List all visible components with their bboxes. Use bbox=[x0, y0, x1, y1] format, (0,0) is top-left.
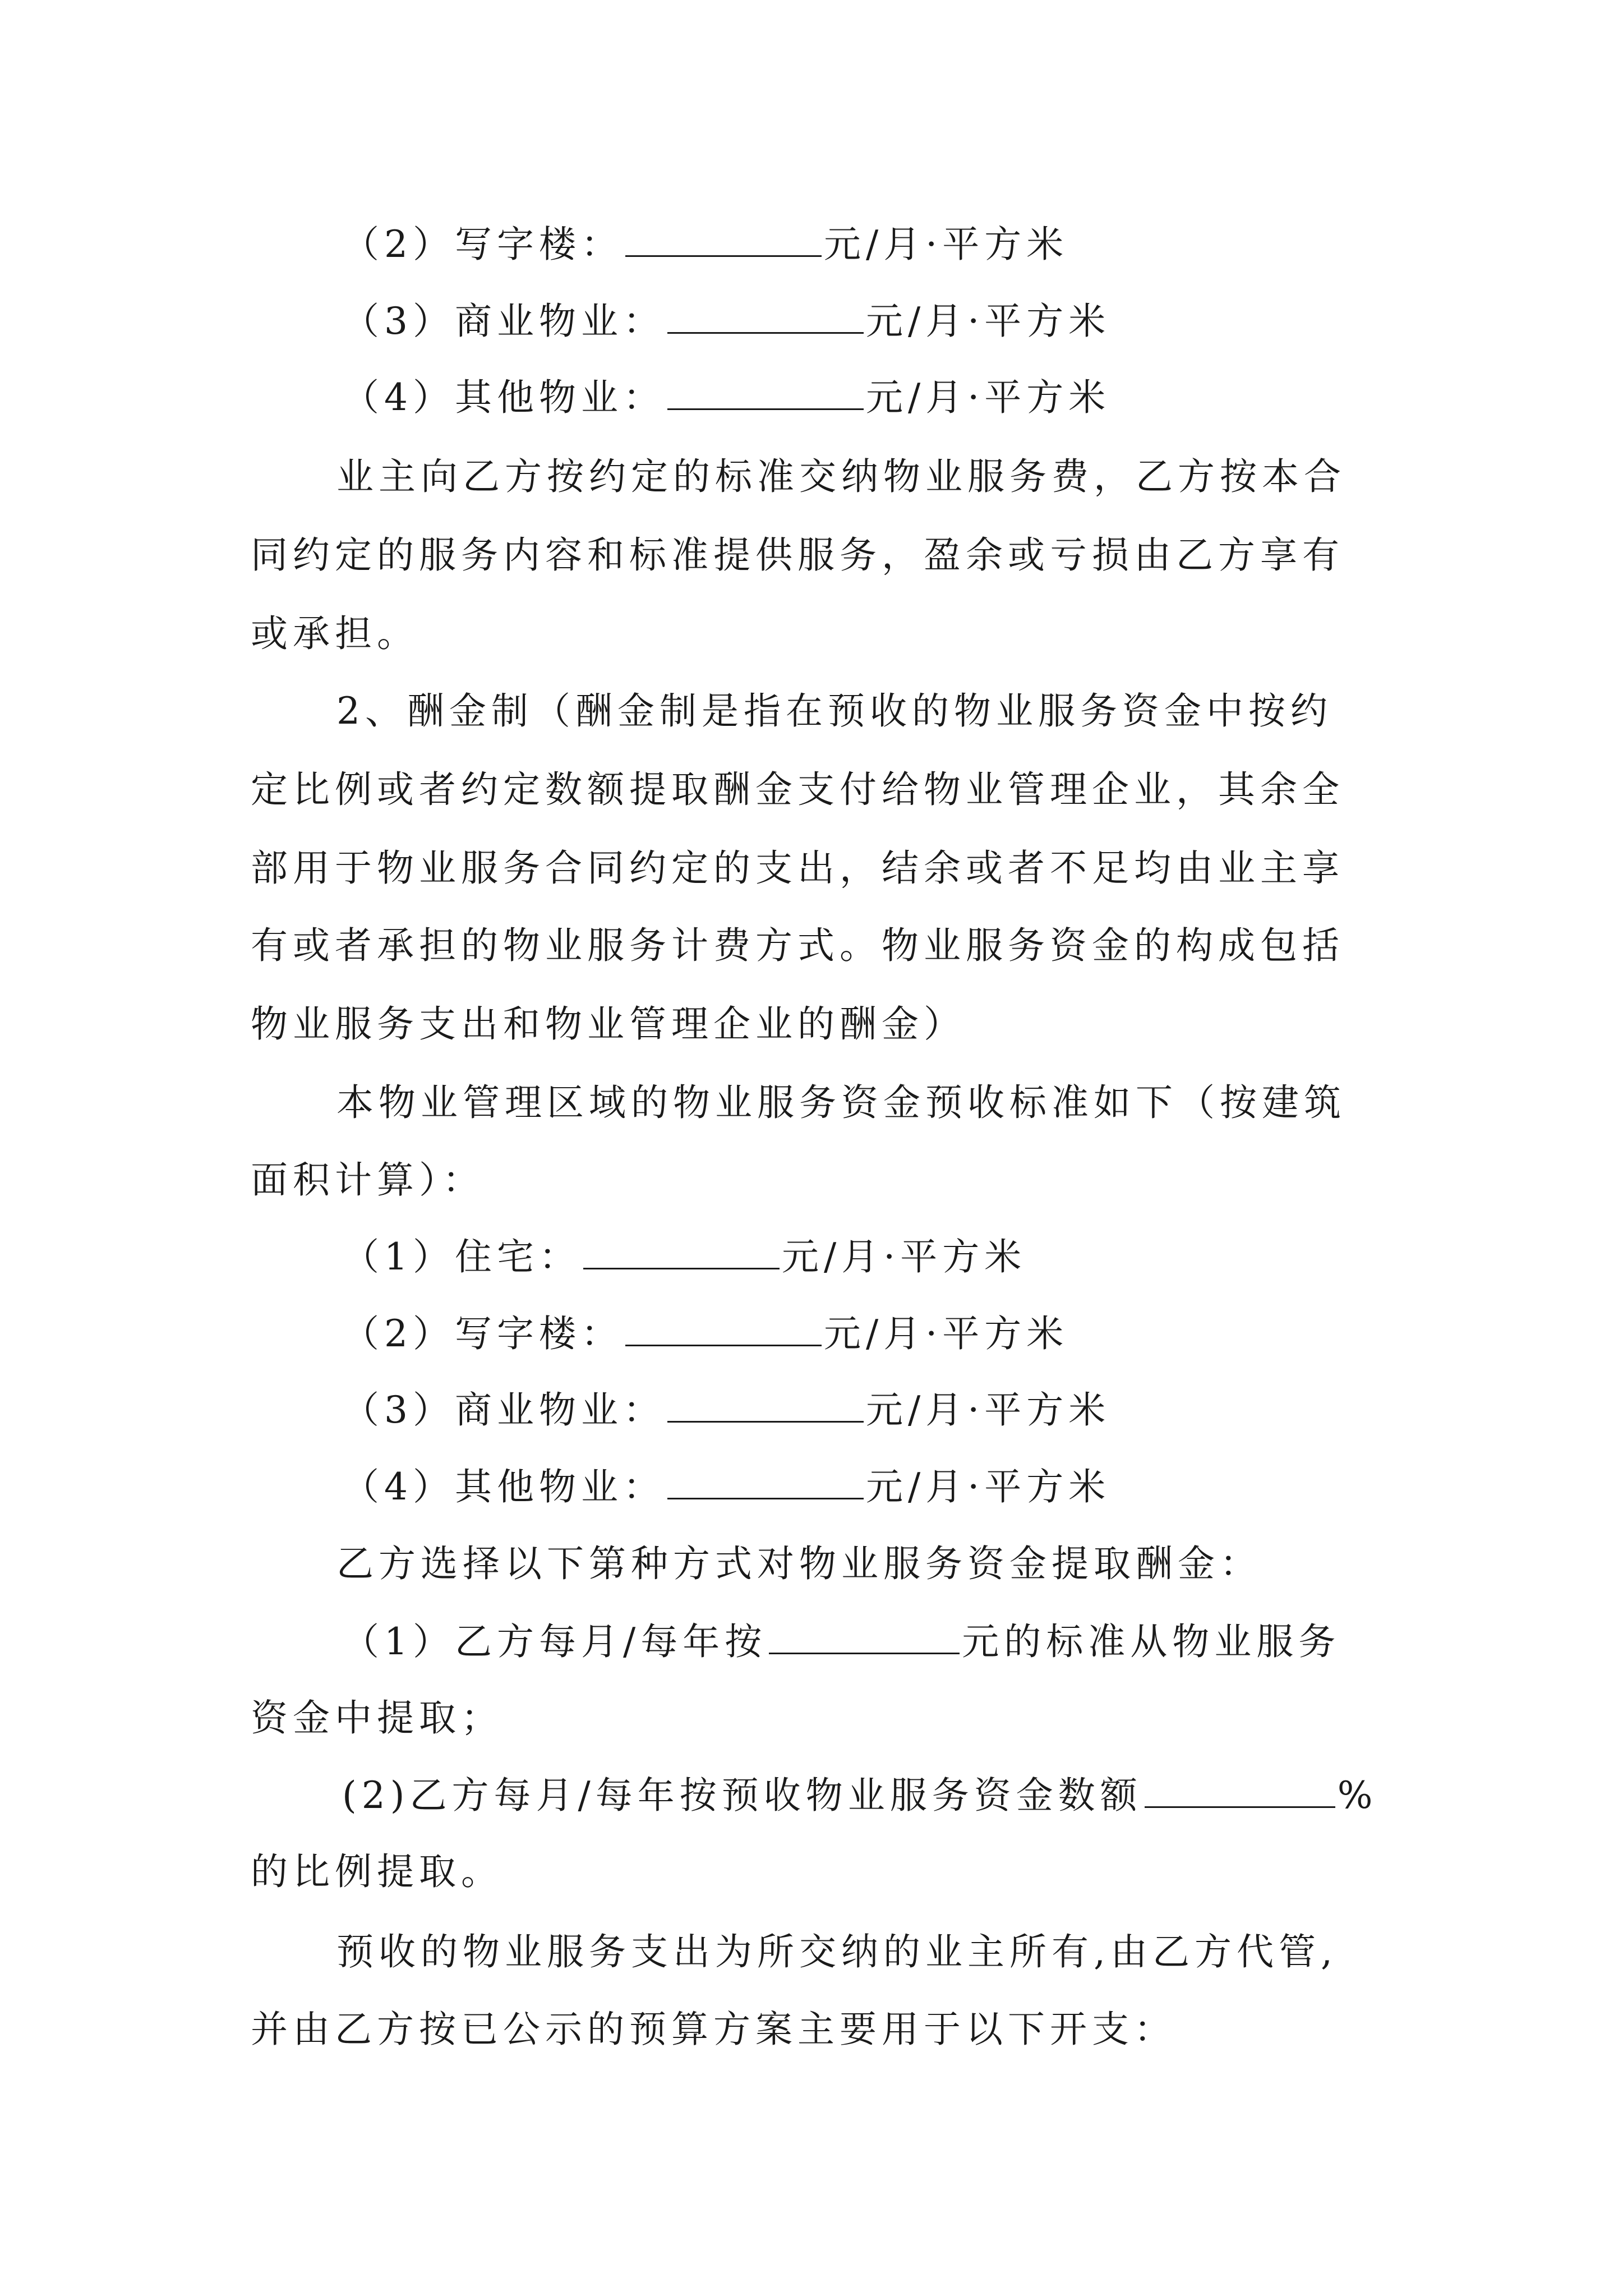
option-line bbox=[342, 1773, 1377, 1818]
fee-unit: 元/月·平方米 bbox=[824, 223, 1069, 266]
fee-label: （4）其他物业： bbox=[342, 376, 665, 419]
paragraph-line: 同约定的服务内容和标准提供服务，盈余或亏损由乙方享有 bbox=[251, 533, 1344, 577]
paragraph-line: 业主向乙方按约定的标准交纳物业服务费，乙方按本合 bbox=[336, 455, 1346, 498]
fill-blank[interactable] bbox=[667, 375, 864, 410]
fee-line-other bbox=[342, 375, 1110, 420]
paragraph-line: 物业服务支出和物业管理企业的酬金） bbox=[251, 1002, 966, 1046]
fee-unit: 元/月·平方米 bbox=[866, 300, 1111, 343]
paragraph-line: 或承担。 bbox=[251, 612, 419, 655]
option-text: % bbox=[1337, 1774, 1378, 1817]
fee-label: （1）住宅： bbox=[342, 1235, 581, 1278]
fee-line-other bbox=[342, 1464, 1110, 1510]
paragraph-line: 部用于物业服务合同约定的支出，结余或者不足均由业主享 bbox=[251, 846, 1344, 890]
fill-blank[interactable] bbox=[667, 1464, 864, 1499]
paragraph-line: 2、酬金制（酬金制是指在预收的物业服务资金中按约 bbox=[336, 689, 1332, 733]
paragraph-line: 本物业管理区域的物业服务资金预收标准如下（按建筑 bbox=[336, 1081, 1346, 1124]
fee-unit: 元/月·平方米 bbox=[866, 376, 1111, 419]
option-text: 元的标准从物业服务 bbox=[962, 1620, 1341, 1663]
fee-line-commercial bbox=[342, 298, 1110, 344]
fee-line-commercial bbox=[342, 1387, 1110, 1433]
fee-label: （2）写字楼： bbox=[342, 1312, 623, 1355]
fee-line-office bbox=[342, 1311, 1068, 1356]
fee-label: （3）商业物业： bbox=[342, 1388, 665, 1432]
paragraph-line: 资金中提取； bbox=[251, 1696, 503, 1740]
fee-label: （3）商业物业： bbox=[342, 300, 665, 343]
paragraph-line: 面积计算）： bbox=[251, 1158, 485, 1202]
fill-blank[interactable] bbox=[667, 298, 864, 334]
fee-label: （4）其他物业： bbox=[342, 1465, 665, 1508]
fill-blank[interactable] bbox=[583, 1234, 780, 1269]
paragraph-line: 预收的物业服务支出为所交纳的业主所有,由乙方代管, bbox=[336, 1930, 1338, 1973]
paragraph-line: 的比例提取。 bbox=[251, 1850, 503, 1893]
fee-unit: 元/月·平方米 bbox=[824, 1312, 1069, 1355]
fill-blank[interactable] bbox=[769, 1619, 960, 1654]
paragraph-line: 有或者承担的物业服务计费方式。物业服务资金的构成包括 bbox=[251, 924, 1344, 967]
fee-line-residential bbox=[342, 1234, 1026, 1280]
fill-blank[interactable] bbox=[625, 222, 822, 257]
fill-blank[interactable] bbox=[1145, 1773, 1335, 1808]
option-text: (2)乙方每月/每年按预收物业服务资金数额 bbox=[342, 1774, 1142, 1817]
fill-blank[interactable] bbox=[625, 1311, 822, 1346]
fee-line-office bbox=[342, 222, 1068, 267]
fee-unit: 元/月·平方米 bbox=[866, 1388, 1111, 1432]
fee-unit: 元/月·平方米 bbox=[866, 1465, 1111, 1508]
paragraph-line: 并由乙方按已公示的预算方案主要用于以下开支： bbox=[251, 2008, 1176, 2051]
fill-blank[interactable] bbox=[667, 1387, 864, 1423]
option-line bbox=[342, 1619, 1340, 1664]
fee-unit: 元/月·平方米 bbox=[782, 1235, 1027, 1278]
paragraph-line: 定比例或者约定数额提取酬金支付给物业管理企业，其余全 bbox=[251, 768, 1344, 811]
option-text: （1）乙方每月/每年按 bbox=[342, 1620, 767, 1663]
paragraph-line: 乙方选择以下第种方式对物业服务资金提取酬金： bbox=[336, 1542, 1262, 1585]
fee-label: （2）写字楼： bbox=[342, 223, 623, 266]
